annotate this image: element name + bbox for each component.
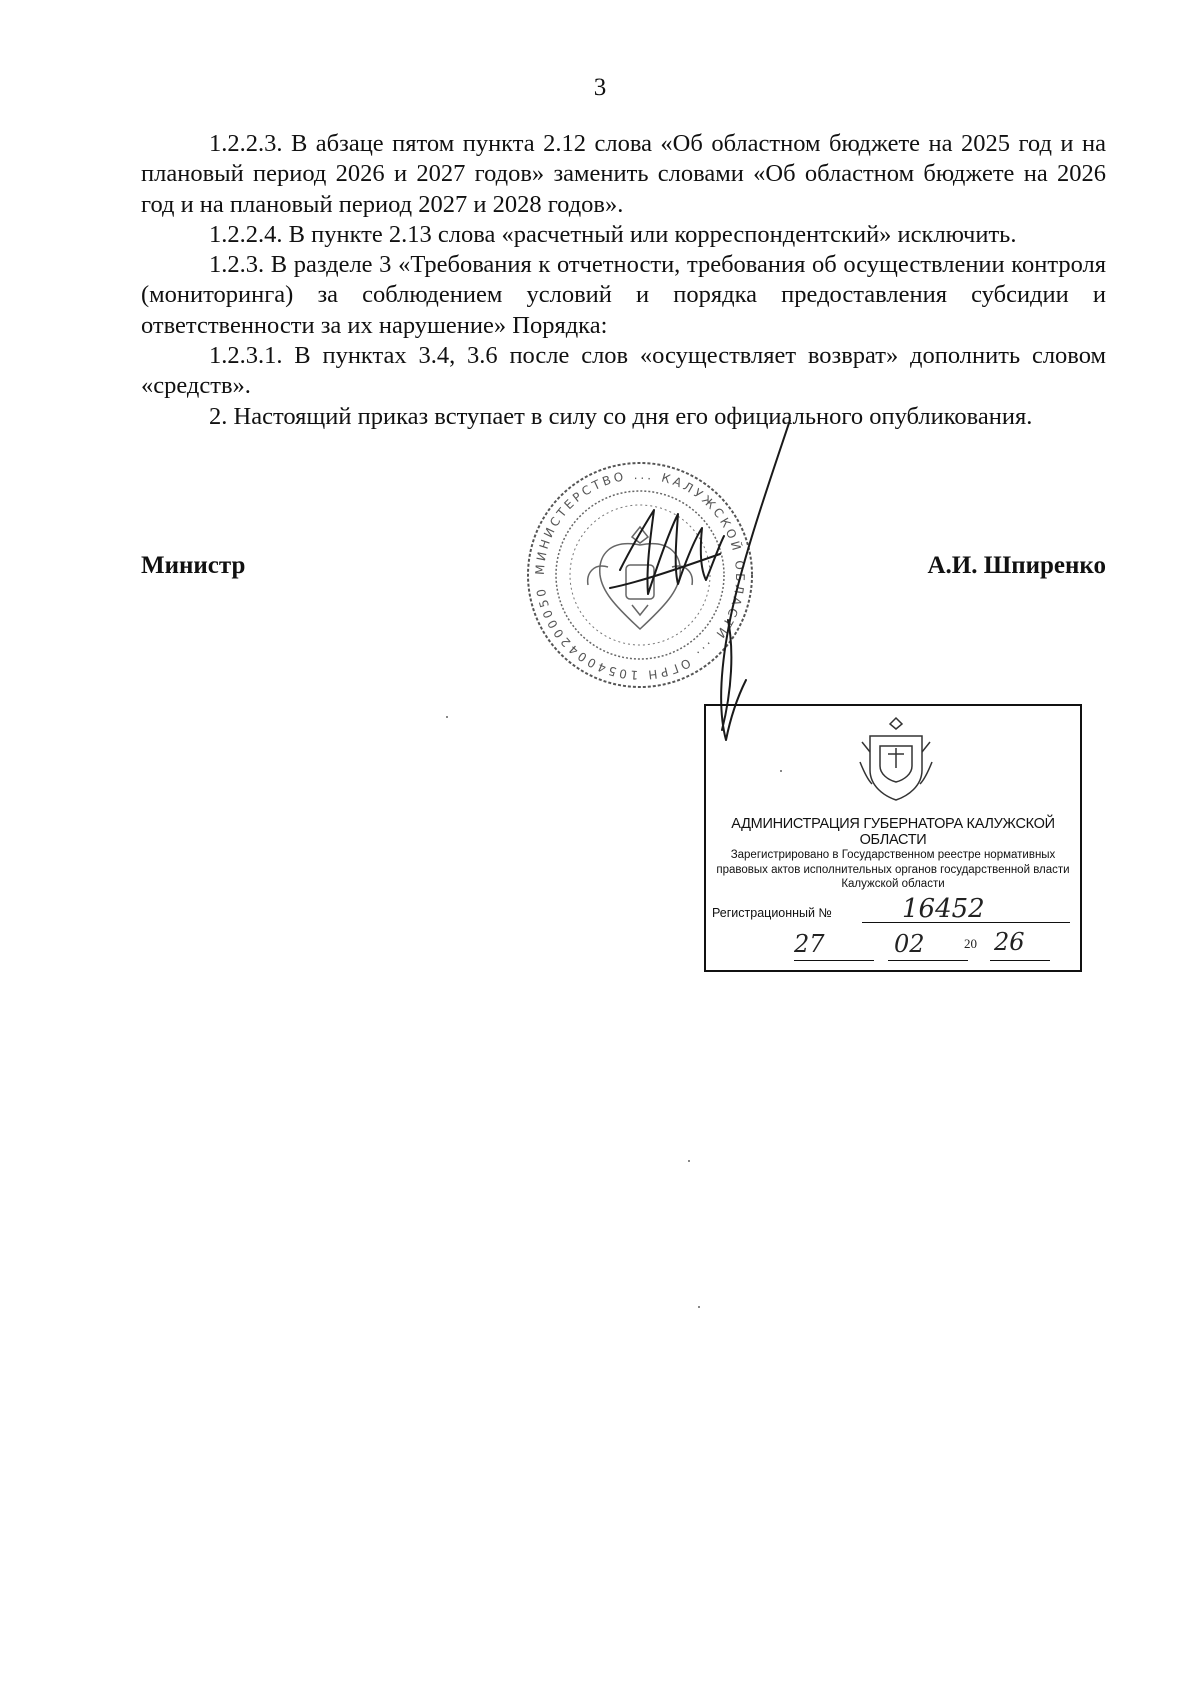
date-day-line [794,960,874,961]
registration-date-year-prefix: 20 [964,936,977,951]
paragraph-1-2-3-1: 1.2.3.1. В пунктах 3.4, 3.6 после слов «осуществляет возврат» дополнить словом «средств». [141,342,1106,400]
coat-of-arms-icon [856,714,936,804]
scan-speck [780,770,782,772]
registration-date-year-suffix: 26 [994,928,1025,956]
registration-date-row [794,928,1074,964]
scan-speck [688,1160,690,1162]
registration-date-day: 27 [794,930,825,958]
registration-number-label: Регистрационный № [712,906,832,920]
paragraph-1-2-3: 1.2.3. В разделе 3 «Требования к отчетности, требования об осуществлении контроля (мониторинга) за соблюдением условий и порядка предоставления субсидии и ответственности за их нарушение» Порядка: [141,251,1106,339]
paragraph-1-2-2-4: 1.2.2.4. В пункте 2.13 слова «расчетный или корреспондентский» исключить. [209,220,1017,248]
scan-speck [698,1306,700,1308]
page-number: 3 [593,74,607,101]
registration-number: 16452 [902,894,985,924]
date-month-line [888,960,968,961]
seal-text: МИНИСТЕРСТВО ... КАЛУЖСКОЙ ОБЛАСТИ ... ОГРН 1054004200050 [532,467,748,683]
signatory-title: Министр [141,552,246,579]
registration-date-month: 02 [894,930,925,958]
scan-speck [446,716,448,718]
registration-stamp [704,704,1082,972]
paragraph-2: 2. Настоящий приказ вступает в силу со дня его официального опубликования. [209,402,1033,430]
paragraph-1-2-2-3: 1.2.2.3. В абзаце пятом пункта 2.12 слова «Об областном бюджете на 2025 год и на плановый период 2026 и 2027 годов» заменить словами «Об областном бюджете на 2026 год и на плановый период 2027 и 2028 годов». [141,130,1106,218]
document-body [141,129,1106,432]
stamp-note: Зарегистрировано в Государственном реестре нормативных правовых актов исполнительных органов государственной власти Калужской области [716,849,1070,890]
signatory-name: А.И. Шпиренко [927,552,1106,579]
date-year-line [990,960,1050,961]
stamp-heading: АДМИНИСТРАЦИЯ ГУБЕРНАТОРА КАЛУЖСКОЙ ОБЛАСТИ [731,816,1055,848]
